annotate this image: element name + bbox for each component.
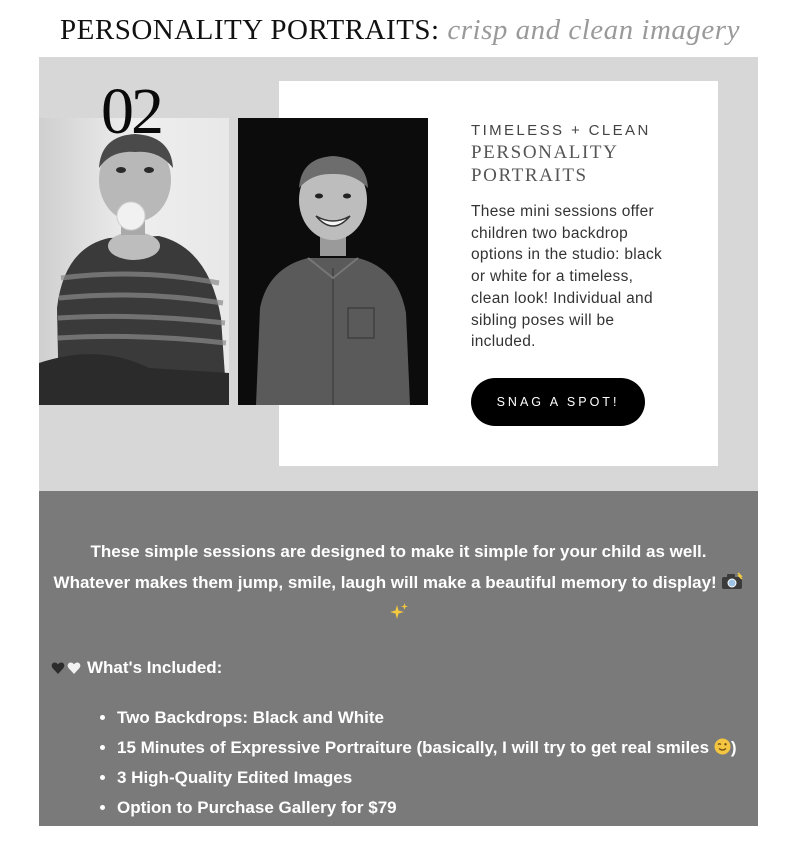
intro-text: [39, 536, 758, 629]
intro-line-1: These simple sessions are designed to make it simple for your child as well.: [90, 542, 707, 561]
included-list: [95, 703, 736, 823]
photo-boy-bubble: [39, 118, 229, 405]
camera-flash-icon: [721, 569, 743, 587]
list-item: [117, 793, 736, 823]
snag-a-spot-button[interactable]: SNAG A SPOT!: [471, 378, 645, 426]
photo-boy-smiling: [238, 118, 428, 405]
list-item-suffix: ): [730, 738, 737, 757]
info-section: [39, 491, 758, 826]
section-number: 02: [101, 75, 161, 148]
card-eyebrow: TIMELESS + CLEAN: [471, 122, 651, 139]
black-heart-icon: [51, 661, 65, 675]
page-subtitle: crisp and clean imagery: [447, 14, 740, 46]
page-title: PERSONALITY PORTRAITS:: [60, 14, 440, 46]
list-item: [117, 763, 736, 793]
list-item: [117, 733, 736, 763]
sparkles-icon: [389, 601, 409, 621]
card-description: These mini sessions offer children two backdrop options in the studio: black or white for a timeless, clean look! Individual and sibling poses will be included.: [471, 203, 663, 351]
page-header: [0, 14, 800, 47]
whats-included-heading: [51, 658, 222, 678]
winking-face-icon: [714, 735, 731, 752]
list-item: [117, 703, 736, 733]
intro-line-2: Whatever makes them jump, smile, laugh will make a beautiful memory to display!: [53, 573, 717, 592]
feature-section: [39, 57, 758, 491]
list-item-text: Two Backdrops: Black and White: [117, 708, 385, 727]
white-heart-icon: [67, 661, 81, 675]
whats-included-label: What's Included:: [87, 658, 223, 677]
feature-card-text: [471, 122, 686, 353]
card-title: PERSONALITY PORTRAITS: [471, 142, 618, 186]
list-item-text: 3 High-Quality Edited Images: [117, 768, 353, 787]
list-item-text: 15 Minutes of Expressive Portraiture (basically, I will try to get real smiles: [117, 738, 710, 757]
list-item-text: Option to Purchase Gallery for $79: [117, 798, 397, 817]
